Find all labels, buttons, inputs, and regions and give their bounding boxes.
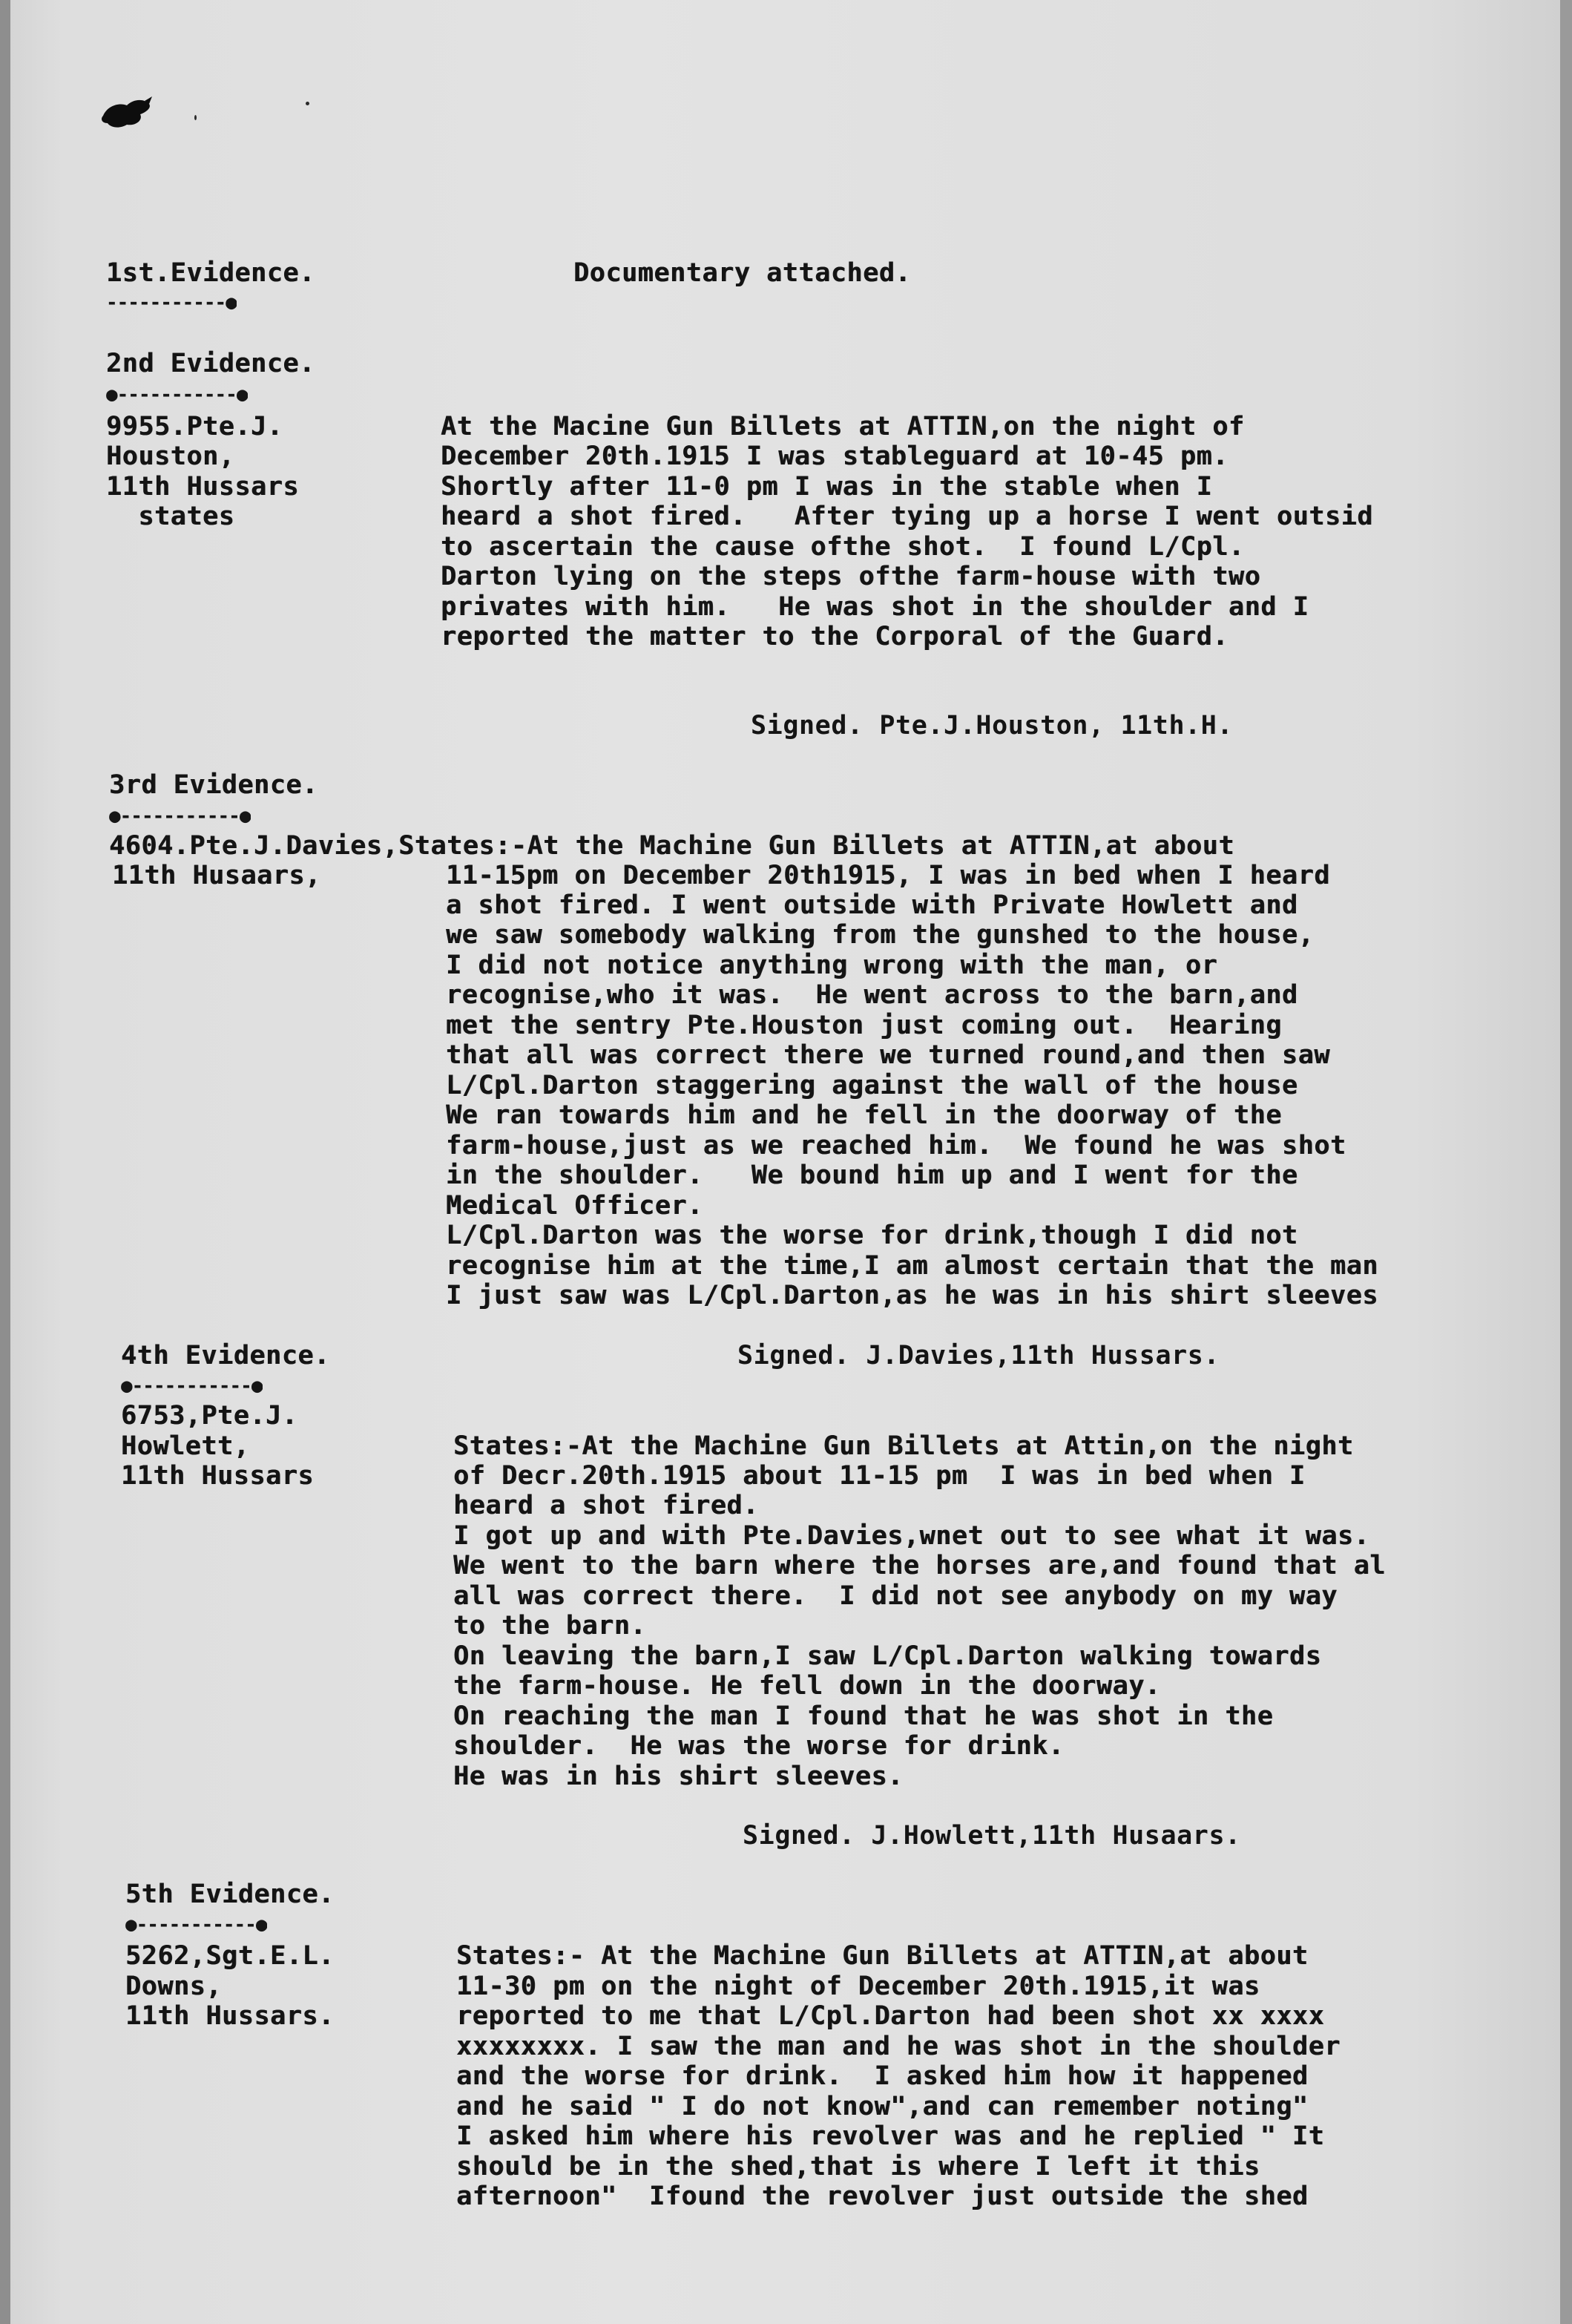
section-4-witness-line-2: Howlett,	[121, 1431, 250, 1461]
section-4-body-line-4: I got up and with Pte.Davies,wnet out to see what it was.	[453, 1521, 1370, 1551]
section-5-body-line-7: I asked him where his revolver was and he replied " It	[456, 2121, 1325, 2151]
section-5-witness-line-1: 5262,Sgt.E.L.	[125, 1941, 335, 1971]
ink-blot-mark	[100, 95, 154, 131]
section-5-body-line-1: States:- At the Machine Gun Billets at ATTIN,at about	[456, 1941, 1309, 1971]
section-3-body-line-9: We ran towards him and he fell in the doorway of the	[446, 1100, 1282, 1130]
section-4-body-line-1: States:-At the Machine Gun Billets at Attin,on the night	[453, 1431, 1354, 1461]
section-2-body-line-3: Shortly after 11-0 pm I was in the stable when I	[441, 472, 1213, 502]
section-2-body-line-1: At the Macine Gun Billets at ATTIN,on the night of	[441, 412, 1245, 442]
section-2-witness-line-3: 11th Hussars	[106, 472, 300, 502]
section-2-heading: 2nd Evidence.	[106, 349, 315, 378]
section-4-body-line-5: We went to the barn where the horses are,and found that al	[453, 1551, 1386, 1580]
section-5-body-line-9: afternoon" Ifound the revolver just outside the shed	[456, 2182, 1309, 2211]
section-1-underline: -----------●	[106, 295, 237, 310]
section-3-body-line-7: that all was correct there we turned round,and then saw	[446, 1040, 1330, 1070]
section-5-witness-line-2: Downs,	[125, 1972, 223, 2001]
section-5-body-line-5: and the worse for drink. I asked him how it happened	[456, 2061, 1309, 2091]
section-2-witness-line-4: states	[106, 502, 235, 531]
section-2-witness-line-2: Houston,	[106, 442, 235, 471]
section-3-body-line-11: in the shoulder. We bound him up and I went for the	[446, 1161, 1298, 1190]
section-4-body-line-11: shoulder. He was the worse for drink.	[453, 1731, 1065, 1761]
section-4-heading: 4th Evidence.	[121, 1341, 330, 1371]
section-5-heading: 5th Evidence.	[125, 1880, 335, 1909]
section-1-heading: 1st.Evidence.	[106, 258, 315, 288]
section-3-witness-line-1: 4604.Pte.J.Davies,States:-At the Machine Gun Billets at ATTIN,at about	[109, 831, 1235, 861]
page-left-edge	[0, 0, 10, 2324]
section-4-signature: Signed. J.Howlett,11th Husaars.	[743, 1821, 1241, 1851]
section-5-witness-line-3: 11th Hussars.	[125, 2001, 335, 2031]
section-3-body-line-8: L/Cpl.Darton staggering against the wall of the house	[446, 1071, 1298, 1100]
page-right-edge	[1560, 0, 1572, 2324]
section-3-body-line-3: we saw somebody walking from the gunshed to the house,	[446, 920, 1315, 950]
section-1-body-line-1: Documentary attached.	[573, 258, 912, 288]
section-4-body-line-7: to the barn.	[453, 1611, 647, 1641]
section-3-underline: ●-----------●	[109, 809, 251, 824]
section-2-body-line-2: December 20th.1915 I was stableguard at 10-45 pm.	[441, 442, 1229, 471]
section-5-underline: ●-----------●	[125, 1917, 267, 1932]
section-5-body-line-2: 11-30 pm on the night of December 20th.1915,it was	[456, 1972, 1260, 2001]
section-4-body-line-6: all was correct there. I did not see anybody on my way	[453, 1581, 1338, 1611]
section-3-body-line-13: L/Cpl.Darton was the worse for drink,though I did not	[446, 1221, 1298, 1250]
section-4-underline: ●-----------●	[121, 1379, 263, 1394]
section-3-body-line-1: 11-15pm on December 20th1915, I was in bed when I heard	[446, 861, 1330, 890]
section-3-body-line-10: farm-house,just as we reached him. We found he was shot	[446, 1131, 1346, 1161]
ink-speck	[194, 115, 197, 120]
section-4-body-line-10: On reaching the man I found that he was shot in the	[453, 1701, 1274, 1731]
section-3-body-line-12: Medical Officer.	[446, 1191, 703, 1221]
section-4-body-line-8: On leaving the barn,I saw L/Cpl.Darton walking towards	[453, 1641, 1322, 1671]
section-5-body-line-8: should be in the shed,that is where I left it this	[456, 2152, 1260, 2182]
section-4-body-line-9: the farm-house. He fell down in the doorway.	[453, 1671, 1161, 1701]
section-3-witness-line-2: 11th Husaars,	[112, 861, 321, 890]
section-2-body-line-7: privates with him. He was shot in the shoulder and I	[441, 592, 1309, 622]
section-4-witness-line-3: 11th Hussars	[121, 1461, 315, 1491]
section-5-body-line-6: and he said " I do not know",and can remember noting"	[456, 2092, 1309, 2121]
section-2-body-line-4: heard a shot fired. After tying up a horse I went outsid	[441, 502, 1373, 531]
section-4-body-line-12: He was in his shirt sleeves.	[453, 1762, 904, 1791]
section-3-body-line-4: I did not notice anything wrong with the man, or	[446, 951, 1218, 980]
section-3-heading: 3rd Evidence.	[109, 770, 318, 800]
section-3-signature: Signed. J.Davies,11th Hussars.	[737, 1341, 1220, 1371]
section-3-body-line-2: a shot fired. I went outside with Private Howlett and	[446, 890, 1298, 920]
section-4-body-line-2: of Decr.20th.1915 about 11-15 pm I was in bed when I	[453, 1461, 1306, 1491]
section-5-body-line-4: xxxxxxxx. I saw the man and he was shot in the shoulder	[456, 2032, 1341, 2061]
section-3-body-line-15: I just saw was L/Cpl.Darton,as he was in his shirt sleeves	[446, 1281, 1378, 1310]
section-2-underline: ●-----------●	[106, 387, 248, 402]
section-4-witness-line-1: 6753,Pte.J.	[121, 1401, 298, 1431]
ink-speck	[306, 102, 309, 105]
section-2-body-line-5: to ascertain the cause ofthe shot. I found L/Cpl.	[441, 532, 1245, 562]
section-2-witness-line-1: 9955.Pte.J.	[106, 412, 283, 442]
section-4-body-line-3: heard a shot fired.	[453, 1491, 759, 1520]
section-3-body-line-14: recognise him at the time,I am almost certain that the man	[446, 1251, 1378, 1281]
section-3-body-line-5: recognise,who it was. He went across to the barn,and	[446, 980, 1298, 1010]
section-2-signature: Signed. Pte.J.Houston, 11th.H.	[751, 711, 1234, 741]
section-2-body-line-8: reported the matter to the Corporal of the Guard.	[441, 622, 1229, 651]
section-5-body-line-3: reported to me that L/Cpl.Darton had been shot xx xxxx	[456, 2001, 1325, 2031]
section-2-body-line-6: Darton lying on the steps ofthe farm-house with two	[441, 562, 1261, 591]
section-3-body-line-6: met the sentry Pte.Houston just coming out. Hearing	[446, 1011, 1282, 1040]
